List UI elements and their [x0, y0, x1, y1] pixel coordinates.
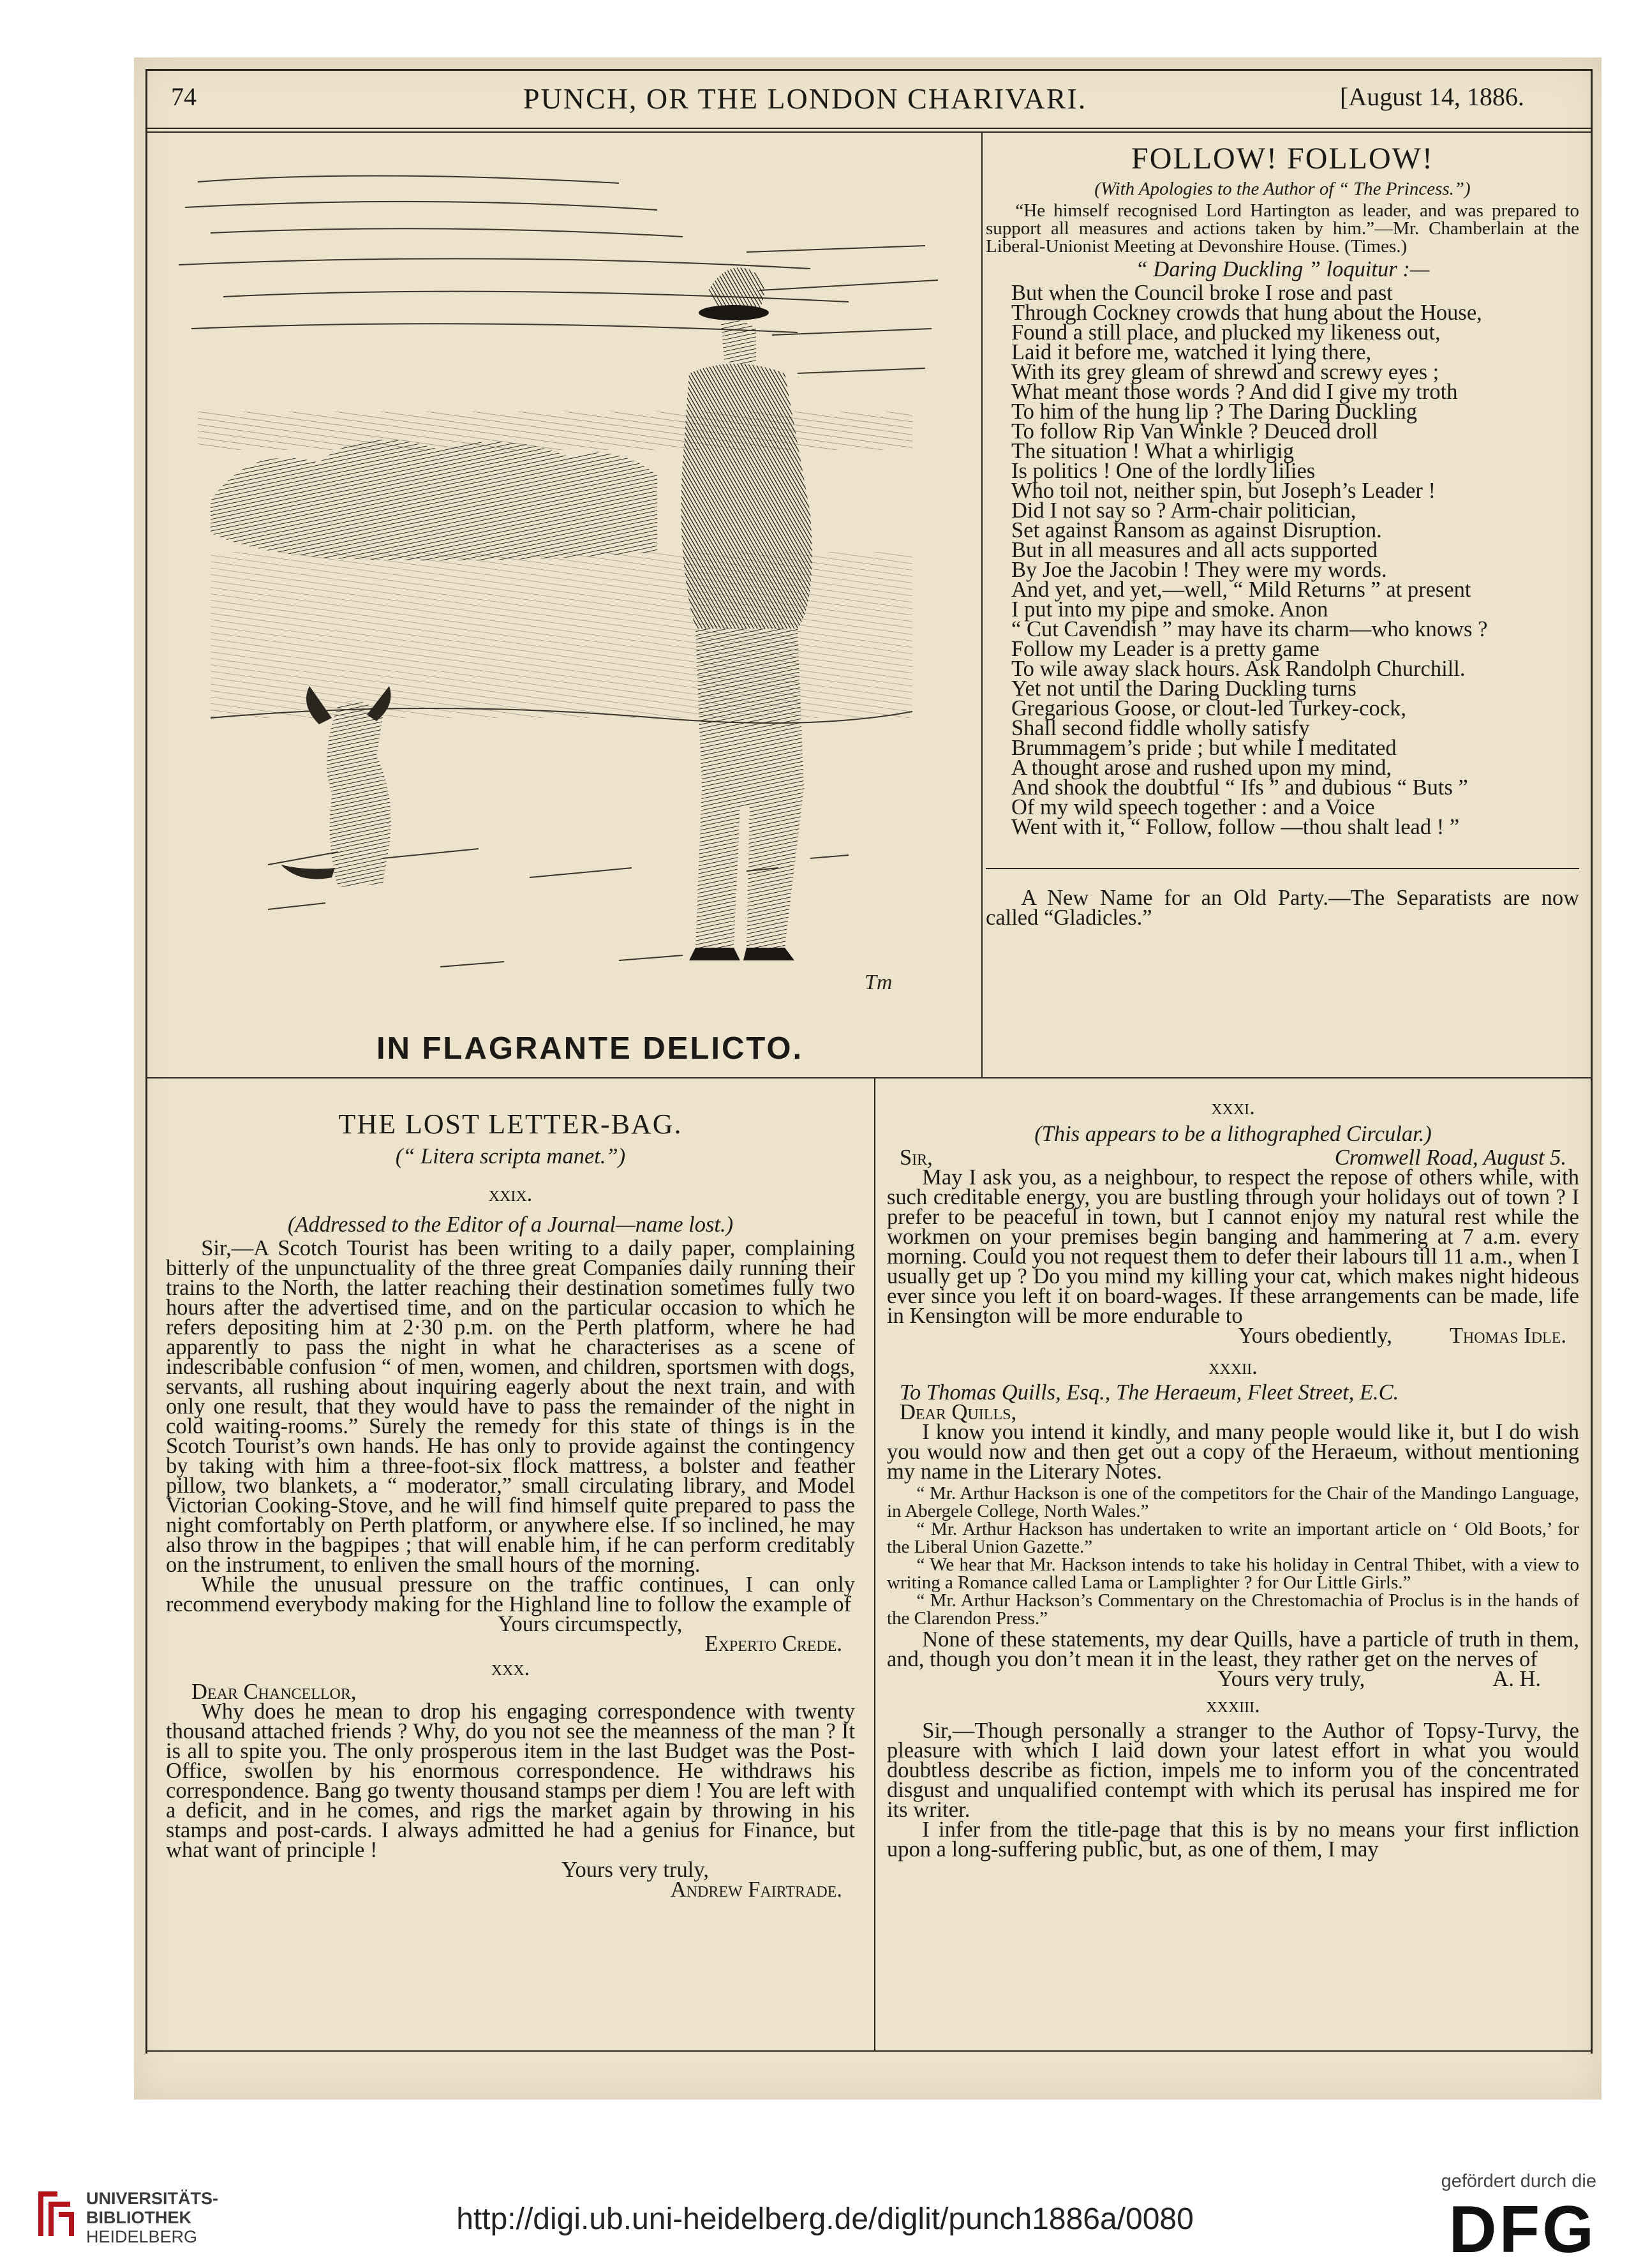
poem-line: To him of the hung lip ? The Daring Duckling [1011, 399, 1418, 424]
poem-line: Gregarious Goose, or clout-led Turkey-cock, [1011, 696, 1406, 720]
poem-line: Of my wild speech together : and a Voice [1011, 795, 1375, 819]
letter-address-xxxii: To Thomas Quills, Esq., The Heraeum, Fleet Street, E.C. [900, 1380, 1399, 1405]
engraving-illustration [172, 144, 957, 1027]
top-border-rule [145, 69, 1593, 71]
library-name-line: HEIDELBERG [86, 2227, 198, 2246]
poem-line: To wile away slack hours. Ask Randolph Churchill. [1011, 657, 1466, 681]
poem-line: Who toil not, neither spin, but Joseph’s Leader ! [1011, 479, 1436, 503]
masthead-title: PUNCH, OR THE LONDON CHARIVARI. [523, 82, 1087, 115]
poem-speaker: “ Daring Duckling ” loquitur :— [1135, 257, 1430, 281]
letter-body-xxx: Why does he mean to drop his engaging correspondence with twenty thousand attached friends ? Why, do you not see the meanness of the man ? It is all to spite you. The only prosperous item in the last Budget was the Post-Office, swollen by his enormous correspondence. He withdraws his correspondence. Bang go twenty thousand stamps per diem ! You are left with a deficit, and in he comes, and rigs the market again by throwing in his stamps and post-cards. I always admitted he had a genius for Finance, but what want of principle ! [166, 1699, 855, 1862]
middle-horizontal-rule [145, 1077, 1593, 1078]
poem-line: Laid it before me, watched it lying there, [1011, 340, 1372, 364]
letter-closing-xxxii: Yours very truly, [1217, 1667, 1365, 1691]
letter-address-xxxi: Cromwell Road, August 5. [1334, 1145, 1566, 1170]
poem-line: Found a still place, and plucked my likeness out, [1011, 320, 1441, 345]
letter-signoff-xxxii [887, 1669, 1579, 1689]
lost-letter-bag-right-column [887, 1094, 1579, 1860]
letter-body-xxxii-second: None of these statements, my dear Quills, have a particle of truth in them, and, though you don’t mean it in the least, they rather get on the nerves of [887, 1627, 1579, 1671]
poem-line: I put into my pipe and smoke. Anon [1011, 597, 1328, 622]
new-name-note: A New Name for an Old Party.—The Separatists are now called “Gladicles.” [986, 886, 1579, 930]
permalink-url[interactable]: http://digi.ub.uni-heidelberg.de/diglit/punch1886a/0080 [456, 2202, 1194, 2236]
poem-line: “ Cut Cavendish ” may have its charm—who knows ? [1011, 617, 1488, 641]
quoted-note: “ Mr. Arthur Hackson is one of the competitors for the Chair of the Mandingo Language, in Abergele College, North Wales.” [887, 1483, 1579, 1521]
poem-line: What meant those words ? And did I give my troth [1011, 380, 1458, 404]
poem-line: But when the Council broke I rose and past [1011, 281, 1393, 305]
poem-line: And yet, and yet,—well, “ Mild Returns ” at present [1011, 578, 1471, 602]
letter-signature-xxxi: Thomas Idle. [1449, 1324, 1566, 1348]
letter-salutation-xxxii: Dear Quills, [900, 1400, 1017, 1424]
letter-closing-xxxi: Yours obediently, [1238, 1324, 1392, 1348]
poem-line: Brummagem’s pride ; but while I meditated [1011, 736, 1397, 760]
letter-numeral-xxix: xxix. [488, 1182, 533, 1206]
letter-body-xxix: Sir,—A Scotch Tourist has been writing to a daily paper, complaining bitterly of the unpunctuality of the three great Companies daily running their trains to the North, the latter reaching their destination sometimes fully two hours after the advertised time, and on the particular occasion to which he refers depositing him at 2·30 p.m. on the Perth platform, where he had apparently to pass the night in what he characterises as a scene of indescribable confusion “ of men, women, and children, sportsmen with dogs, servants, all rushing about inquiring eagerly about the next train, and with only one result, that they would have to pass the remainder of the night in cold waiting-rooms.” Surely the remedy for this state of things is in the Scotch Tourist’s own hands. He has only to provide against the contingency by taking with him a three-foot-six flock mattress, a bolster and feather pillow, two blankets, a “ moderator,” small circulating library, and Model Victorian Cooking-Stove, and he will find himself quite prepared to pass the night comfortably on Perth platform, or anywhere else. If so inclined, he may also throw in the bagpipes ; that will enable him, if he can perform creditably on the instrument, to enliven the small hours of the morning. [166, 1236, 855, 1577]
header-rule-second [145, 131, 1593, 133]
page-number: 74 [171, 82, 197, 111]
quoted-notes [887, 1484, 1579, 1627]
poem-line: Is politics ! One of the lordly lilies [1011, 459, 1316, 483]
letter-numeral-xxxiii: xxxiii. [1206, 1693, 1260, 1717]
letter-body-xxxiii: Sir,—Though personally a stranger to the Author of Topsy-Turvy, the pleasure with which I laid down your latest effort in what you would doubtless describe as fiction, impels me to inform you of the concentrated disgust and unqualified contempt with which its perusal has inspired me for its writer. [887, 1719, 1579, 1822]
header-rule [145, 128, 1593, 129]
letter-body-xxxiii-second: I infer from the title-page that this is by no means your first infliction upon a long-suffering public, but, as one of them, I may [887, 1817, 1579, 1861]
library-name-line: UNIVERSITÄTS- [86, 2189, 219, 2208]
policeman-figure [681, 267, 812, 960]
poem-line: To follow Rip Van Winkle ? Deuced droll [1011, 419, 1378, 444]
poem-title: FOLLOW! FOLLOW! [1131, 142, 1434, 175]
lower-column-divider [874, 1078, 875, 2050]
letter-body-xxxi: May I ask you, as a neighbour, to respect the repose of others while, with such creditable energy, you are bustling through your holidays out of town ? I prefer to be peaceful in town, but I cannot enjoy my natural rest while the workmen on your premises begin banging and hammering at 7 a.m. every morning. Could you not request them to defer their labours till 11 a.m., when I usually get up ? Do you mind my killing your cat, which makes night hideous ever since you left it on board-wages. If these arrangements can be made, life in Kensington will be more endurable to [887, 1165, 1579, 1328]
follow-follow-column [986, 142, 1579, 928]
library-name-line: BIBLIOTHEK [86, 2208, 191, 2227]
poem-line: The situation ! What a whirligig [1011, 439, 1294, 463]
quoted-note: “ Mr. Arthur Hackson’s Commentary on the Chrestomachia of Proclus is in the hands of the Clarendon Press.” [887, 1590, 1579, 1629]
letter-signature-xxxii: A. H. [1492, 1667, 1541, 1691]
poem-subtitle: (With Apologies to the Author of “ The Princess.”) [1094, 179, 1471, 199]
cartoon-caption: IN FLAGRANTE DELICTO. [376, 1031, 804, 1066]
funding-note: gefördert durch die [1441, 2171, 1596, 2191]
artist-signature: Tm [865, 971, 893, 994]
poem-epigraph: “He himself recognised Lord Hartington as leader, and was prepared to support all measures and actions taken by him.”—Mr. Chamberlain at the Liberal-Unionist Meeting at Devonshire House. (Times.) [986, 200, 1579, 257]
quoted-note: “ We hear that Mr. Hackson intends to take his holiday in Central Thibet, with a view to writing a Romance called Lama or Lamplighter ? for Our Little Girls.” [887, 1555, 1579, 1593]
poem-line: With its grey gleam of shrewd and screwy eyes ; [1011, 360, 1439, 384]
poem-body [986, 283, 1579, 837]
letter-body-xxxii: I know you intend it kindly, and many people would like it, but I do wish you would now and then get out a copy of the Heraeum, without mentioning my name in the Literary Notes. [887, 1420, 1579, 1484]
bottom-rule [145, 2050, 1593, 2052]
letter-closing-xxx: Yours very truly, [561, 1858, 709, 1882]
upper-column-divider [981, 131, 983, 1077]
letter-heading-xxxi: (This appears to be a lithographed Circular.) [1034, 1122, 1432, 1146]
poem-line: Did I not say so ? Arm-chair politician, [1011, 498, 1356, 523]
letter-closing-xxix: Yours circumspectly, [498, 1612, 683, 1636]
poem-line: Through Cockney crowds that hung about the House, [1011, 301, 1482, 325]
poem-line: Follow my Leader is a pretty game [1011, 637, 1319, 661]
left-border-rule [145, 69, 147, 2054]
quoted-note: “ Mr. Arthur Hackson has undertaken to write an important article on ‘ Old Boots,’ for the Liberal Union Gazette.” [887, 1519, 1579, 1557]
right-border-rule [1591, 69, 1593, 2054]
letter-numeral-xxxi: xxxi. [1211, 1095, 1255, 1119]
note-divider [986, 868, 1579, 869]
lost-letter-bag-left-column [166, 1107, 855, 1900]
section-motto: (“ Litera scripta manet.”) [395, 1144, 626, 1168]
poem-line: Went with it, “ Follow, follow —thou shalt lead ! ” [1011, 815, 1460, 839]
poem-line: By Joe the Jacobin ! They were my words. [1011, 558, 1387, 582]
issue-date: [August 14, 1886. [1340, 82, 1524, 111]
dfg-logo: DFG [1448, 2193, 1596, 2267]
letter-salutation-xxx: Dear Chancellor, [191, 1680, 357, 1704]
poem-line: But in all measures and all acts supported [1011, 538, 1378, 562]
letter-body-xxix-second: While the unusual pressure on the traffic continues, I can only recommend everybody making for the Highland line to follow the example of [166, 1572, 855, 1616]
poem-line: Yet not until the Daring Duckling turns [1011, 676, 1356, 701]
letter-numeral-xxxii: xxxii. [1208, 1355, 1258, 1379]
poem-line: Set against Ransom as against Disruption. [1011, 518, 1382, 542]
letter-signoff-xxxi [887, 1326, 1579, 1346]
poem-line: And shook the doubtful “ Ifs ” and dubious “ Buts ” [1011, 775, 1468, 800]
poem-line: Shall second fiddle wholly satisfy [1011, 716, 1310, 740]
letter-numeral-xxx: xxx. [491, 1656, 530, 1680]
letter-heading-xxix: (Addressed to the Editor of a Journal—name lost.) [287, 1212, 734, 1237]
poem-line: A thought arose and rushed upon my mind, [1011, 756, 1392, 780]
letter-salutation-xxxi: Sir, [900, 1145, 933, 1170]
letter-signature-xxx: Andrew Fairtrade. [670, 1877, 842, 1902]
letter-signature-xxix: Experto Crede. [704, 1632, 842, 1656]
engraving-svg [172, 144, 957, 1027]
section-title: THE LOST LETTER-BAG. [338, 1108, 683, 1140]
